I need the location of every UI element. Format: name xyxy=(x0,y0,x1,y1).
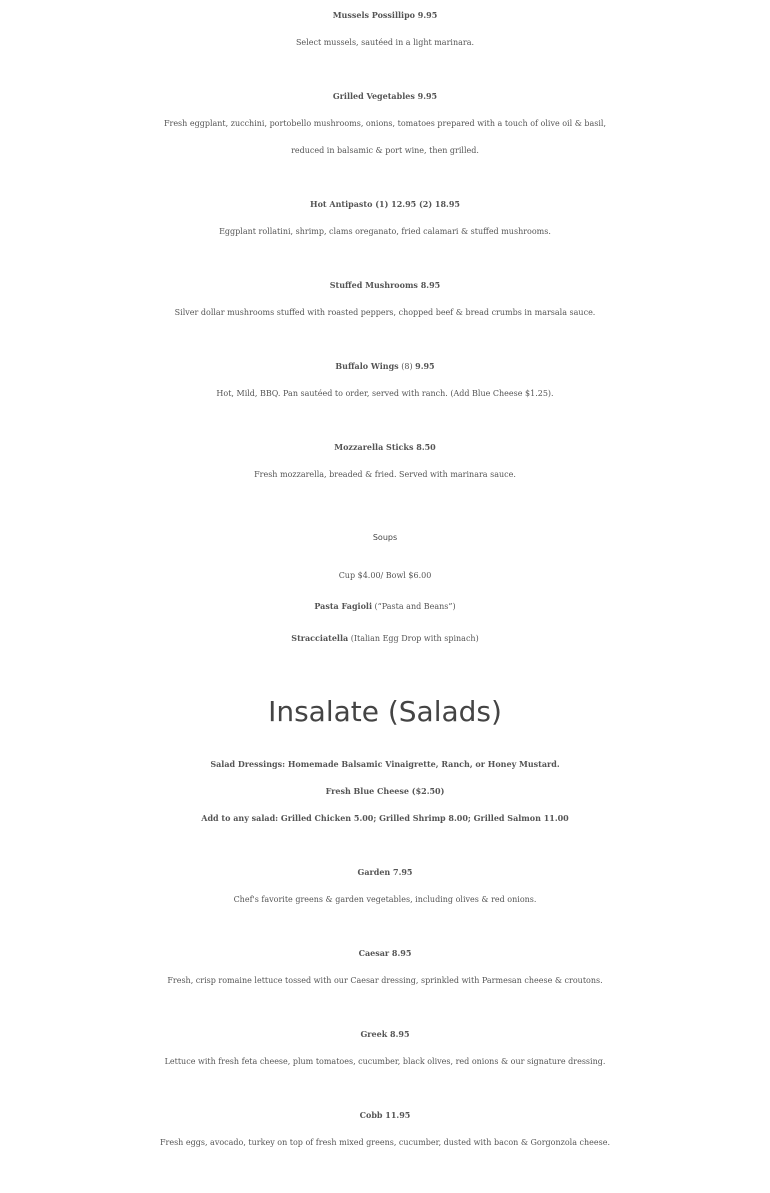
menu-item-description: Silver dollar mushrooms stuffed with roasted peppers, chopped beef & bread crumbs in marsala sauce. xyxy=(174,308,596,317)
menu-item-name: Buffalo Wings xyxy=(335,361,399,371)
menu-item-description: reduced in balsamic & port wine, then grilled. xyxy=(291,146,479,155)
soup-item xyxy=(0,622,770,655)
section-heading-salads: Insalate (Salads) xyxy=(268,695,502,728)
menu-item-name: Stuffed Mushrooms 8.95 xyxy=(329,280,441,290)
menu-item-name: Greek 8.95 xyxy=(360,1029,410,1039)
menu-item-description: Chef's favorite greens & garden vegetables, including olives & red onions. xyxy=(233,895,537,904)
menu-item-description: Hot, Mild, BBQ. Pan sautéed to order, served with ranch. (Add Blue Cheese $1.25). xyxy=(216,389,554,398)
menu-item-description: Select mussels, sautéed in a light marinara. xyxy=(295,38,475,47)
menu-item-description: Eggplant rollatini, shrimp, clams oreganato, fried calamari & stuffed mushrooms. xyxy=(219,227,551,236)
salad-dressings-note: Salad Dressings: Homemade Balsamic Vinaigrette, Ranch, or Honey Mustard. xyxy=(210,759,560,769)
menu-item-title xyxy=(0,353,770,380)
menu-item-name: Hot Antipasto (1) 12.95 (2) 18.95 xyxy=(310,199,460,209)
menu-item-name: Mozzarella Sticks 8.50 xyxy=(334,442,436,452)
menu-item-name: Caesar 8.95 xyxy=(358,948,412,958)
menu-item-description: Fresh, crisp romaine lettuce tossed with our Caesar dressing, sprinkled with Parmesan cheese & croutons. xyxy=(167,976,603,985)
menu-item-name: Mussels Possillipo 9.95 xyxy=(332,10,438,20)
soup-item xyxy=(0,590,770,623)
menu-item-description: Lettuce with fresh feta cheese, plum tomatoes, cucumber, black olives, red onions & our signature dressing. xyxy=(164,1057,606,1066)
menu-item-description: Fresh eggplant, zucchini, portobello mushrooms, onions, tomatoes prepared with a touch of olive oil & basil, xyxy=(163,119,607,128)
menu-item-description: Fresh mozzarella, breaded & fried. Served with marinara sauce. xyxy=(254,470,516,479)
menu-item-name: Garden 7.95 xyxy=(357,867,413,877)
soup-name: Pasta Fagioli xyxy=(314,601,372,611)
menu-item-name: Grilled Vegetables 9.95 xyxy=(332,91,438,101)
salad-add-on-note: Add to any salad: Grilled Chicken 5.00; Grilled Shrimp 8.00; Grilled Salmon 11.00 xyxy=(201,813,569,823)
soup-name: Stracciatella xyxy=(291,633,349,643)
soup-pricing: Cup $4.00/ Bowl $6.00 xyxy=(338,571,432,580)
section-heading-soups: Soups xyxy=(372,533,398,542)
menu-item-name: Cobb 11.95 xyxy=(359,1110,411,1120)
soup-note: (“Pasta and Beans”) xyxy=(374,602,456,611)
menu-item-count: (8) xyxy=(401,362,413,371)
menu-item-price: 9.95 xyxy=(415,361,435,371)
soup-note: (Italian Egg Drop with spinach) xyxy=(350,634,479,643)
menu-item-description: Fresh eggs, avocado, turkey on top of fresh mixed greens, cucumber, dusted with bacon & Gorgonzola cheese. xyxy=(159,1138,611,1147)
blue-cheese-note: Fresh Blue Cheese ($2.50) xyxy=(325,786,445,796)
